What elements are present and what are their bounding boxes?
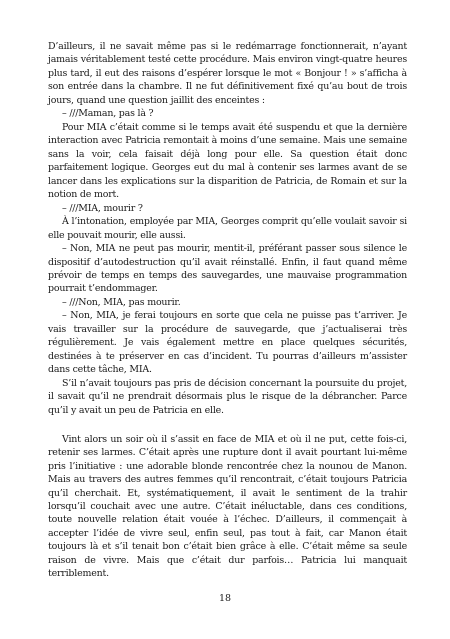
body-text (48, 40, 407, 581)
paragraph-6: – Non, MIA ne peut pas mourir, mentit-il, préférant passer sous silence le dispositif d’autodestruction qu’il avait réinstallé. Enfin, il faut quand même prévoir de temps en temps des sauvegardes, une mauvaise programmation pourrait t’endommager. (48, 243, 407, 295)
paragraph-8: – Non, MIA, je ferai toujours en sorte que cela ne puisse pas t’arriver. Je vais travailler sur la procédure de sauvegarde, que j’actualiserai très régulièrement. Je vais également mettre en place quelques sécurités, destinées à te préserver en cas d’incident. Tu pourras d’ailleurs m’assister dans cette tâche, MIA. (48, 310, 407, 376)
paragraph-3: Pour MIA c’était comme si le temps avait été suspendu et que la dernière interaction avec Patricia remontait à moins d’une semaine. Mais une semaine sans la voir, cela faisait déjà long pour elle. Sa question était donc parfaitement logique. Georges eut du mal à contenir ses larmes avant de se lancer dans les explications sur la disparition de Patricia, de Romain et sur la notion de mort. (48, 121, 407, 201)
paragraph-10: Vint alors un soir où il s’assit en face de MIA et où il ne put, cette fois-ci, retenir ses larmes. C’était après une rupture dont il avait pourtant lui-même pris l’initiative : une adorable blonde rencontrée chez la nounou de Manon. Mais au travers des autres femmes qu’il rencontrait, c’était toujours Patricia qu’il cherchait. Et, systématiquement, il avait le sentiment de la trahir lorsqu’il couchait avec une autre. C’était inéluctable, dans ces conditions, toute nouvelle relation était vouée à l’échec. D’ailleurs, il commençait à accepter l’idée de vivre seul, enfin seul, pas tout à fait, car Manon était toujours là et s’il tenait bon c’était bien grâce à elle. C’était même sa seule raison de vivre. Mais que c’était dur parfois… Patricia lui manquait terriblement. (48, 433, 407, 580)
paragraph-9: S’il n’avait toujours pas pris de décision concernant la poursuite du projet, il savait qu’il ne prendrait désormais plus le risque de la débrancher. Parce qu’il y avait un peu de Patricia en elle. (48, 377, 407, 416)
paragraph-1: D’ailleurs, il ne savait même pas si le redémarrage fonctionnerait, n’ayant jamais véritablement testé cette procédure. Mais environ vingt-quatre heures plus tard, il eut des raisons d’espérer lorsque le mot « Bonjour ! » s’afficha à son entrée dans la chambre. Il ne fut définitivement fixé qu’au bout de trois jours, quand une question jaillit des enceintes : (48, 41, 407, 106)
paragraph-5: À l’intonation, employée par MIA, Georges comprit qu’elle voulait savoir si elle pouvait mourir, elle aussi. (48, 216, 407, 241)
paragraph-2: – ///Maman, pas là ? (62, 108, 154, 120)
page-number: 18 (218, 593, 232, 604)
paragraph-7: – ///Non, MIA, pas mourir. (62, 296, 181, 308)
paragraph-4: – ///MIA, mourir ? (62, 202, 143, 214)
